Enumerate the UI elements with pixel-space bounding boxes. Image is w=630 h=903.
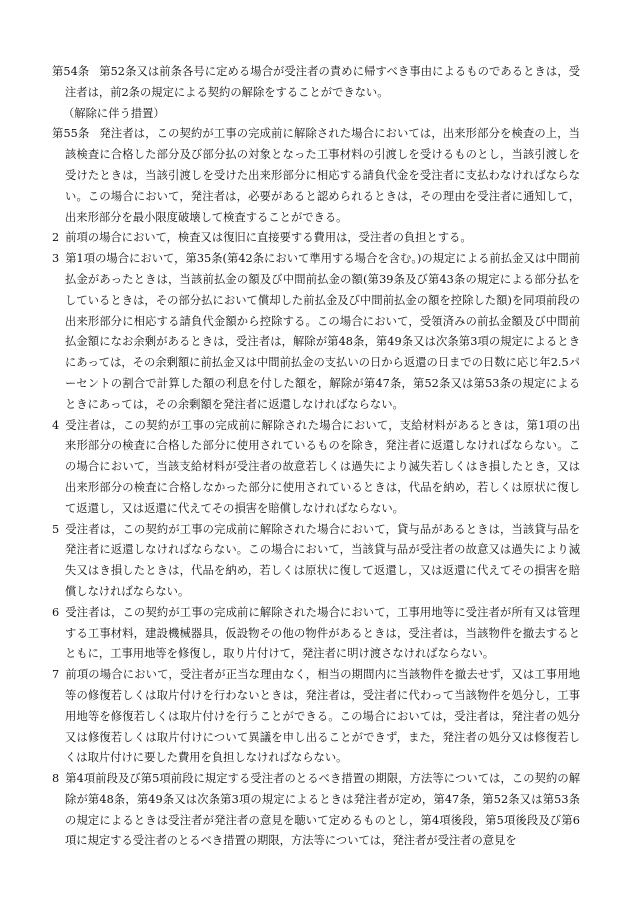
paragraph-number: 4: [52, 418, 60, 432]
paragraph-2: [52, 228, 580, 249]
paragraph-3: [52, 249, 580, 415]
article-55-label: 第55条: [52, 127, 90, 141]
article-54: [52, 62, 580, 104]
article-54-text: 第52条又は前条各号に定める場合が受注者の責めに帰すべき事由によるものであるときは，受注者は，前2条の規定による契約の解除をすることができない。: [65, 65, 580, 99]
paragraph-text: 前項の場合において，検査又は復旧に直接要する費用は，受注者の負担とする。: [65, 231, 472, 245]
paragraph-8: [52, 769, 580, 852]
paragraph-text: 第4項前段及び第5項前段に規定する受注者のとるべき措置の期限，方法等については，この契約の解除が第48条，第49条又は次条第3項の規定によるときは発注者が定め，第47条，第52条又は第53条の規定によるときは受注者が発注者の意見を聴いて定めるものとし，第4項後段，第5項後段及び第6項に規定する受注者のとるべき措置の期限，方法等については，発注者が受注者の意見を: [65, 772, 580, 848]
paragraph-text: 受注者は，この契約が工事の完成前に解除された場合において，支給材料があるときは，第1項の出来形部分の検査に合格した部分に使用されているものを除き，発注者に返還しなければならない。この場合において，当該支給材料が受注者の故意若しくは過失により滅失若しくはき損したとき，又は出来形部分の検査に合格しなかった部分に使用されているときは，代品を納め，若しくは原状に復して返還し，又は返還に代えてその損害を賠償しなければならない。: [65, 418, 580, 515]
section-heading: （解除に伴う措置）: [63, 106, 165, 120]
paragraph-text: 受注者は，この契約が工事の完成前に解除された場合において，工事用地等に受注者が所有又は管理する工事材料，建設機械器具，仮設物その他の物件があるときは，受注者は，当該物件を撤去するとともに，工事用地等を修復し，取り片付けて，発注者に明け渡さなければならない。: [65, 605, 580, 661]
paragraph-text: 前項の場合において，受注者が正当な理由なく，相当の期間内に当該物件を撤去せず，又は工事用地等の修復若しくは取片付けを行わないときは，発注者は，受注者に代わって当該物件を処分し，工事用地等を修復若しくは取片付けを行うことができる。この場合においては，受注者は，発注者の処分又は修復若しくは取片付けについて異議を申し出ることができず，また，発注者の処分又は修復若しくは取片付けに要した費用を負担しなければならない。: [65, 668, 580, 765]
paragraph-number: 3: [52, 252, 60, 266]
paragraph-text: 第1項の場合において，第35条(第42条において準用する場合を含む。)の規定による前払金又は中間前払金があったときは，当該前払金の額及び中間前払金の額(第39条及び第43条の規定による部分払をしているときは，その部分払において償却した前払金及び中間前払金の額を控除した額)を同項前段の出来形部分に相応する請負代金額から控除する。この場合において，受領済みの前払金額及び中間前払金額になお余剰があるときは，受注者は，解除が第48条，第49条又は次条第3項の規定によるときにあっては，その余剰額に前払金又は中間前払金の支払いの日から返還の日までの日数に応じ年2.5パーセントの割合で計算した額の利息を付した額を，解除が第47条，第52条又は第53条の規定によるときにあっては，その余剰額を発注者に返還しなければならない。: [65, 252, 580, 411]
article-55: [52, 124, 580, 228]
paragraph-number: 5: [52, 522, 60, 536]
paragraph-5: [52, 520, 580, 603]
paragraph-7: [52, 665, 580, 769]
paragraph-number: 6: [52, 605, 60, 619]
paragraph-number: 2: [52, 231, 60, 245]
paragraph-text: 受注者は，この契約が工事の完成前に解除された場合において，貸与品があるときは，当該貸与品を発注者に返還しなければならない。この場合において，当該貸与品が受注者の故意又は過失により滅失又はき損したときは，代品を納め，若しくは原状に復して返還し，又は返還に代えてその損害を賠償しなければならない。: [65, 522, 580, 598]
paragraph-4: [52, 416, 580, 520]
article-55-text: 発注者は，この契約が工事の完成前に解除された場合においては，出来形部分を検査の上，当該検査に合格した部分及び部分払の対象となった工事材料の引渡しを受けるものとし，当該引渡しを受けたときは，当該引渡しを受けた出来形部分に相応する請負代金を受注者に支払わなければならない。この場合において，発注者は，必要があると認められるときは，その理由を受注者に通知して，出来形部分を最小限度破壊して検査することができる。: [65, 127, 580, 224]
paragraph-number: 7: [52, 668, 60, 682]
paragraph-6: [52, 603, 580, 665]
article-54-label: 第54条: [52, 65, 90, 78]
paragraph-number: 8: [52, 772, 60, 786]
